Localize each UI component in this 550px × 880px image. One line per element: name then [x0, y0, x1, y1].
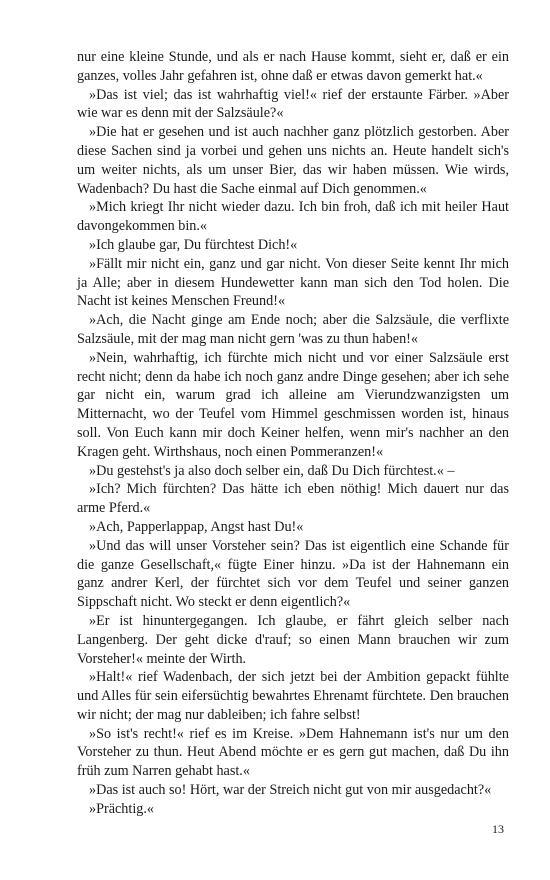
- paragraph: »Du gestehst's ja also doch selber ein, daß Du Dich fürchtest.« –: [89, 462, 455, 479]
- paragraph: »Prächtig.«: [89, 800, 155, 817]
- paragraph: »Ich glaube gar, Du fürchtest Dich!«: [89, 236, 298, 253]
- paragraph: nur eine kleine Stunde, und als er nach Hause kommt, sieht er, daß er ein ganzes, volles Jahr gefahren ist, ohne daß er etwas davon gemerkt hat.«: [77, 49, 509, 84]
- paragraph: »Ach, die Nacht ginge am Ende noch; aber die Salzsäule, die verflixte Salzsäule, mit der mag man nicht gern 'was zu thun haben!«: [77, 312, 509, 347]
- paragraph: »Das ist auch so! Hört, war der Streich nicht gut von mir ausgedacht?«: [89, 782, 492, 799]
- paragraph: »Er ist hinuntergegangen. Ich glaube, er fährt gleich selber nach Langenberg. Der geht dicke d'rauf; so einen Mann brauchen wir zum Vorsteher!« meinte der Wirth.: [77, 612, 509, 667]
- paragraph: »Und das will unser Vorsteher sein? Das ist eigentlich eine Schande für die ganze Gesellschaft,« fügte Einer hinzu. »Da ist der Hahnemann ein ganz andrer Kerl, der fürchtet sich vor dem Teufel und seiner ganzen Sippschaft nicht. Wo steckt er denn eigentlich?«: [77, 537, 509, 611]
- paragraph: »Nein, wahrhaftig, ich fürchte mich nicht und vor einer Salzsäule erst recht nicht; denn da habe ich noch ganz andre Dinge gesehen; aber ich sehe gar nicht ein, warum grad ich alleine am Vierundzwanzigsten um Mitternacht, wo der Teufel vom Himmel geschmissen worden ist, hinaus soll. Von Euch kann mir doch Keiner helfen, wenn mir's nachher an den Kragen geht. Wirthshaus, noch einen Pommeranzen!«: [77, 349, 509, 460]
- body-text: [77, 48, 509, 819]
- paragraph: »Die hat er gesehen und ist auch nachher ganz plötzlich gestorben. Aber diese Sachen sind ja vorbei und gehen uns nichts an. Heute handelt sich's um weiter nichts, als um unser Bier, das wir haben müssen. Wie wirds, Wadenbach? Du hast die Sache einmal auf Dich genommen.«: [77, 124, 509, 197]
- paragraph: »Fällt mir nicht ein, ganz und gar nicht. Von dieser Seite kennt Ihr mich ja Alle; aber in diesem Hundewetter kann man sich den Tod holen. Die Nacht ist keines Menschen Freund!«: [77, 255, 509, 310]
- paragraph: »Das ist viel; das ist wahrhaftig viel!« rief der erstaunte Färber. »Aber wie war es denn mit der Salzsäule?«: [77, 86, 509, 122]
- paragraph: »Ich? Mich fürchten? Das hätte ich eben nöthig! Mich dauert nur das arme Pferd.«: [77, 481, 509, 517]
- paragraph: »Mich kriegt Ihr nicht wieder dazu. Ich bin froh, daß ich mit heiler Haut davongekommen bin.«: [77, 199, 509, 235]
- paragraph: »So ist's recht!« rief es im Kreise. »Dem Hahnemann ist's nur um den Vorsteher zu thun. Heut Abend möchte er es gern gut machen, daß Du ihn früh zum Narren gehabt hast.«: [77, 725, 509, 780]
- page-number: 13: [492, 822, 504, 836]
- paragraph: »Halt!« rief Wadenbach, der sich jetzt bei der Ambition gepackt fühlte und Alles für sein eifersüchtig bewahrtes Ehrenamt fürchtete. Den brauchen wir nicht; der mag nur dableiben; ich fahre selbst!: [77, 669, 509, 723]
- paragraph: »Ach, Papperlappap, Angst hast Du!«: [89, 518, 304, 535]
